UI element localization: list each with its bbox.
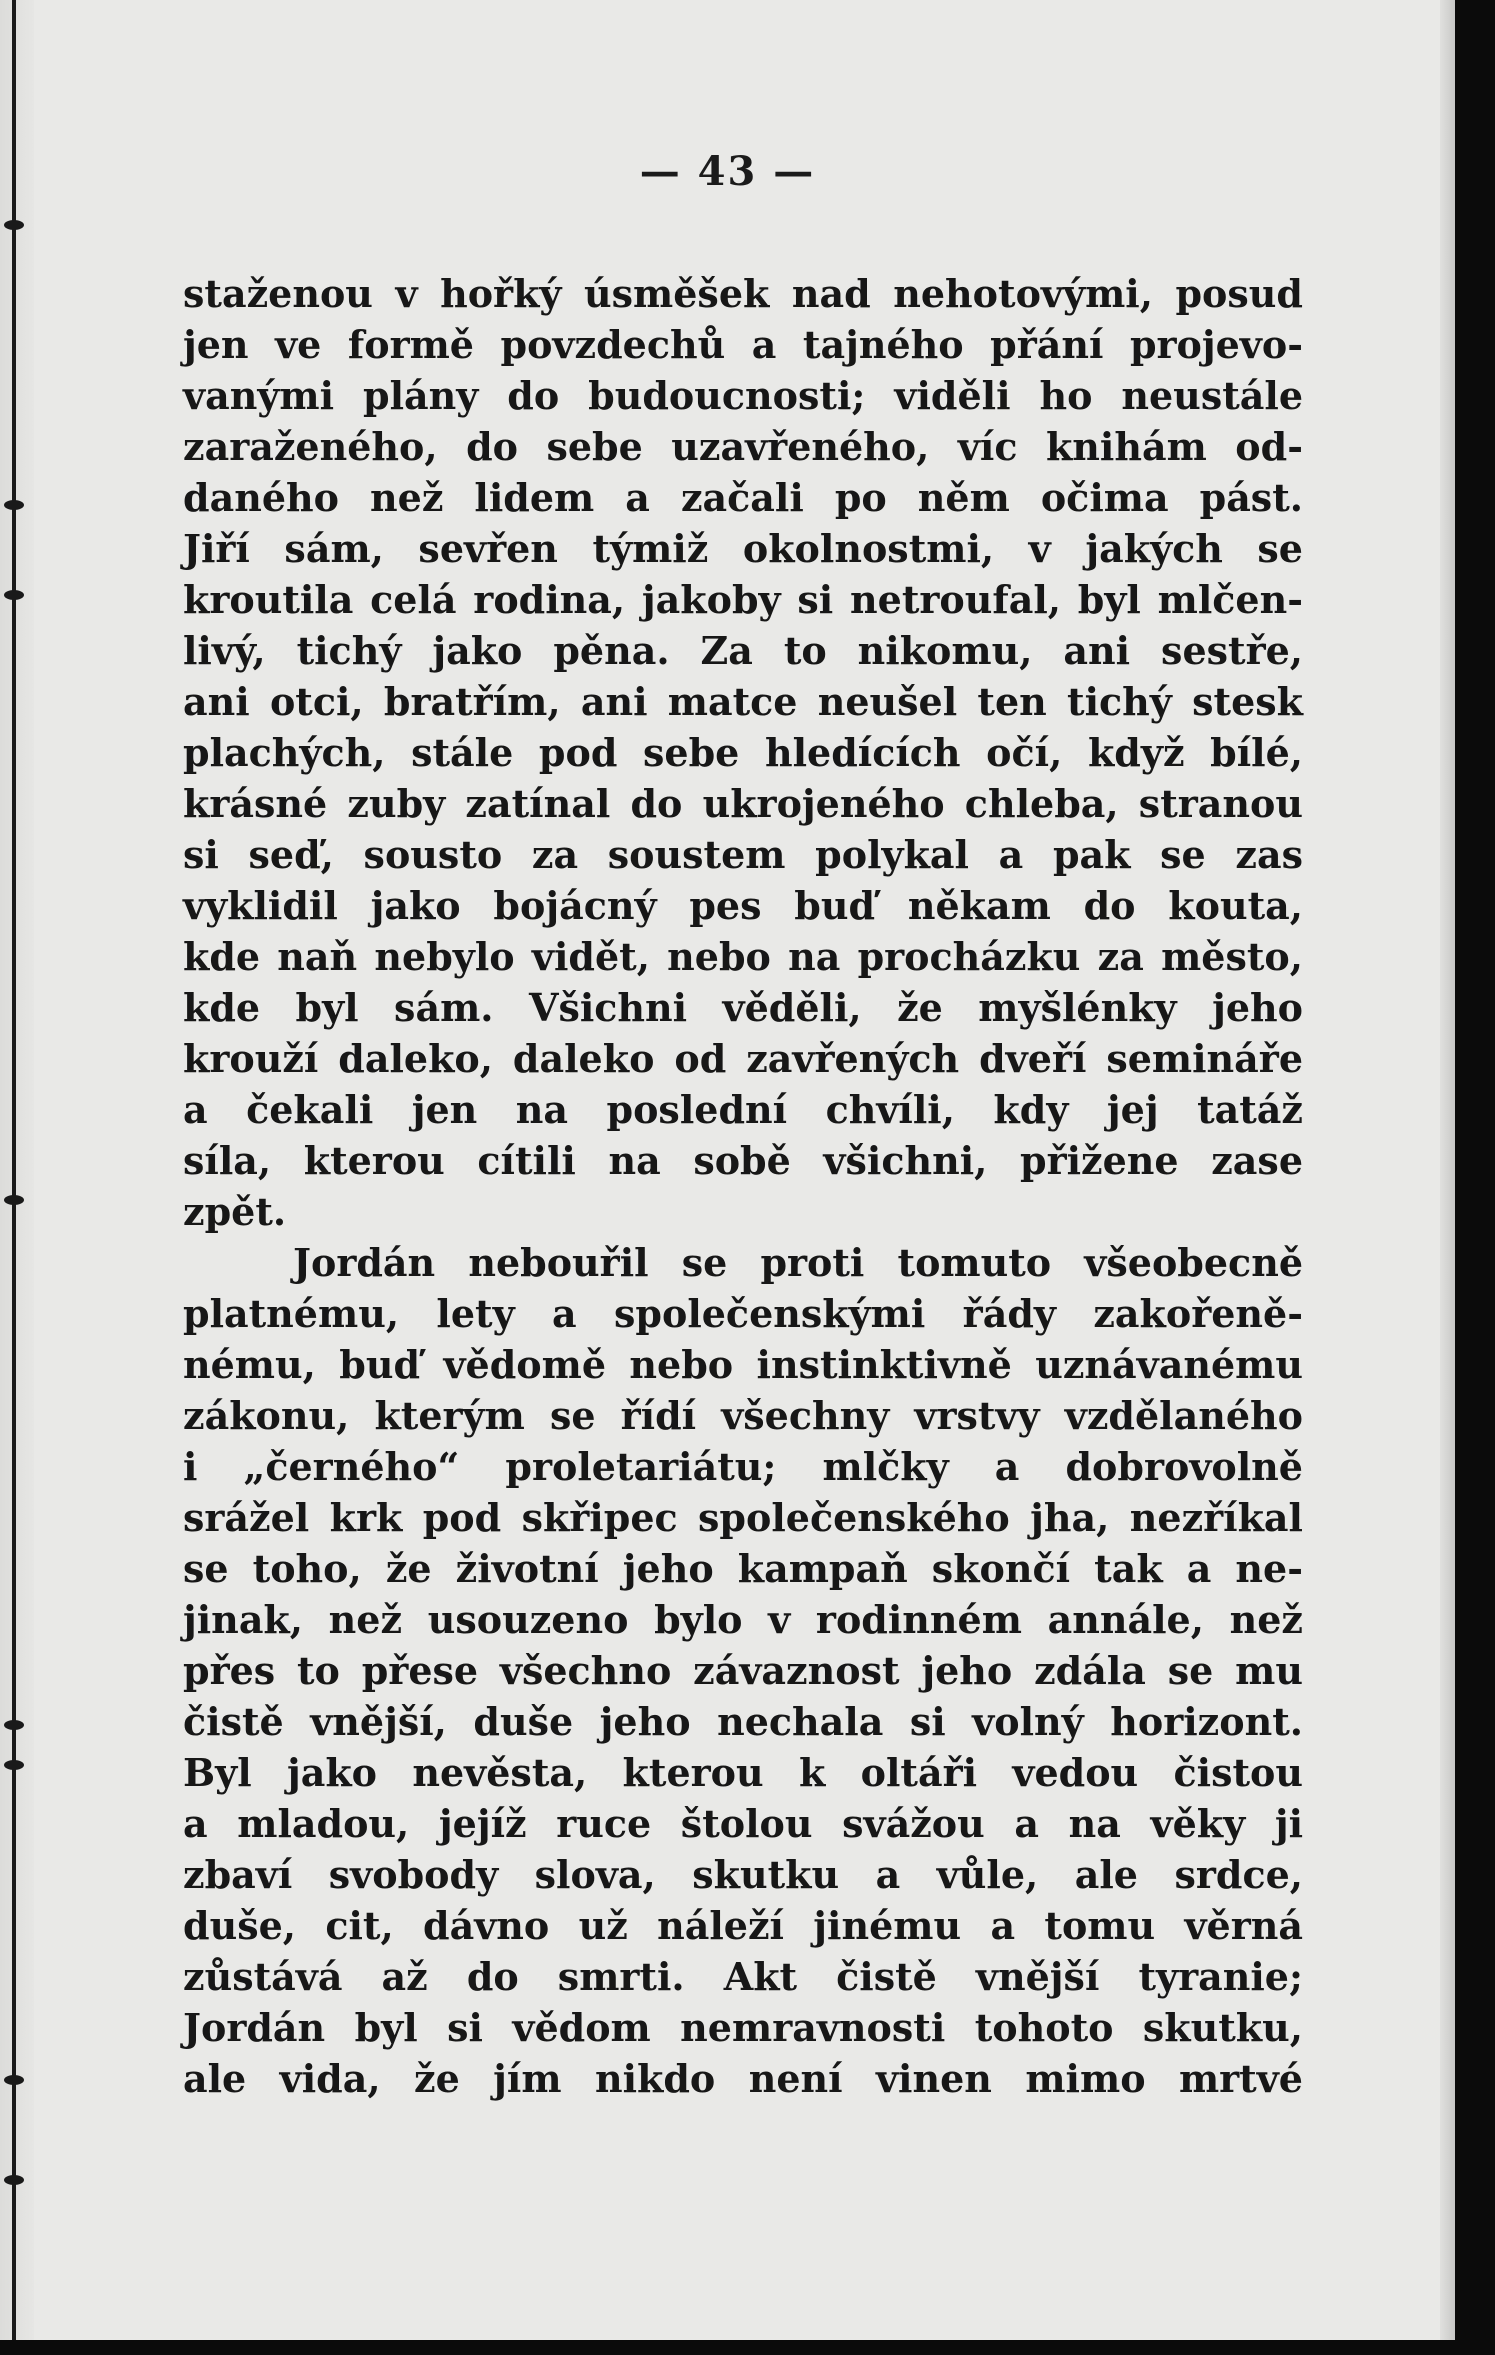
text-line: jen ve formě povzdechů a tajného přání projevo-: [183, 322, 1303, 367]
text-line: síla, kterou cítili na sobě všichni, přižene zase: [183, 1138, 1303, 1183]
rule-mark: [4, 2075, 24, 2085]
body-text: [183, 268, 1303, 2104]
rule-mark: [4, 2175, 24, 2185]
rule-mark: [4, 1760, 24, 1770]
text-line: Jiří sám, sevřen týmiž okolnostmi, v jakých se: [183, 526, 1303, 571]
text-line: kde naň nebylo vidět, nebo na procházku za město,: [183, 934, 1303, 979]
text-line: ale vida, že jím nikdo není vinen mimo mrtvé: [183, 2056, 1303, 2101]
rule-mark: [4, 1720, 24, 1730]
margin-rule: [12, 0, 16, 2340]
paragraph: [183, 268, 1303, 1237]
binding-edge: [0, 0, 34, 2340]
text-line: livý, tichý jako pěna. Za to nikomu, ani sestře,: [183, 628, 1303, 673]
text-line: a čekali jen na poslední chvíli, kdy jej tatáž: [183, 1087, 1303, 1132]
text-line: staženou v hořký úsměšek nad nehotovými, posud: [183, 271, 1303, 316]
page-number: — 43 —: [639, 148, 816, 195]
text-line: zůstává až do smrti. Akt čistě vnější tyranie;: [183, 1954, 1303, 1999]
rule-mark: [4, 590, 24, 600]
text-line: ani otci, bratřím, ani matce neušel ten tichý stesk: [183, 679, 1303, 724]
rule-mark: [4, 500, 24, 510]
text-line: zaraženého, do sebe uzavřeného, víc knihám od-: [183, 424, 1303, 469]
text-line: Byl jako nevěsta, kterou k oltáři vedou čistou: [183, 1750, 1303, 1795]
rule-mark: [4, 1195, 24, 1205]
text-line: zpět.: [183, 1189, 287, 1234]
text-line: kroutila celá rodina, jakoby si netroufal, byl mlčen-: [183, 577, 1303, 622]
text-line: kde byl sám. Všichni věděli, že myšlénky jeho: [183, 985, 1303, 1030]
text-line: si seď, sousto za soustem polykal a pak se zas: [183, 832, 1303, 877]
text-line: srážel krk pod skřipec společenského jha, nezříkal: [183, 1495, 1303, 1540]
text-line: zákonu, kterým se řídí všechny vrstvy vzdělaného: [183, 1393, 1303, 1438]
text-line: vanými plány do budoucnosti; viděli ho neustále: [183, 373, 1303, 418]
paragraph: [183, 1237, 1303, 2104]
text-line: platnému, lety a společenskými řády zakořeně-: [183, 1291, 1303, 1336]
text-line: duše, cit, dávno už náleží jinému a tomu věrná: [183, 1903, 1303, 1948]
text-line: a mladou, jejíž ruce štolou svážou a na věky ji: [183, 1801, 1303, 1846]
page-right-edge: [1440, 0, 1455, 2340]
text-line: plachých, stále pod sebe hledících očí, když bílé,: [183, 730, 1303, 775]
text-line: přes to přese všechno závaznost jeho zdála se mu: [183, 1648, 1303, 1693]
text-line: Jordán nebouřil se proti tomuto všeobecně: [293, 1240, 1303, 1285]
text-line: nému, buď vědomě nebo instinktivně uznávanému: [183, 1342, 1303, 1387]
rule-mark: [4, 220, 24, 230]
text-line: Jordán byl si vědom nemravnosti tohoto skutku,: [183, 2005, 1303, 2050]
text-line: i „černého“ proletariátu; mlčky a dobrovolně: [183, 1444, 1303, 1489]
text-line: se toho, že životní jeho kampaň skončí tak a ne-: [183, 1546, 1303, 1591]
text-line: čistě vnější, duše jeho nechala si volný horizont.: [183, 1699, 1303, 1744]
text-line: jinak, než usouzeno bylo v rodinném annále, než: [183, 1597, 1303, 1642]
text-line: daného než lidem a začali po něm očima pást.: [183, 475, 1303, 520]
text-line: vyklidil jako bojácný pes buď někam do kouta,: [183, 883, 1303, 928]
text-line: krásné zuby zatínal do ukrojeného chleba, stranou: [183, 781, 1303, 826]
text-line: zbaví svobody slova, skutku a vůle, ale srdce,: [183, 1852, 1303, 1897]
text-line: krouží daleko, daleko od zavřených dveří semináře: [183, 1036, 1303, 1081]
